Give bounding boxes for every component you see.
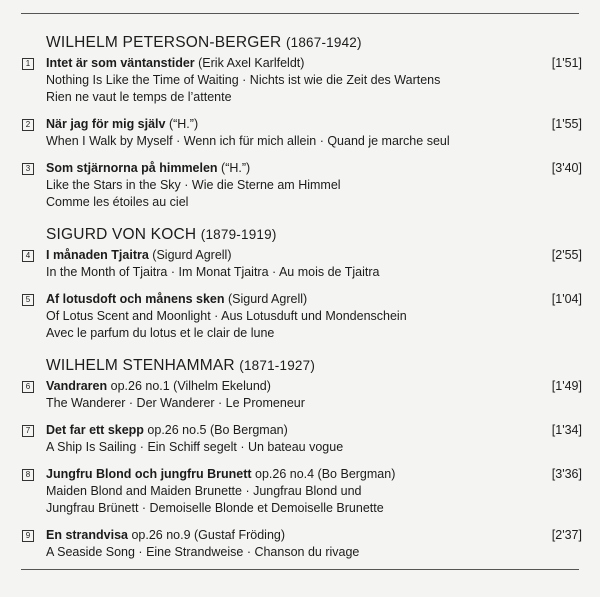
track-item	[22, 422, 582, 456]
track-title: När jag för mig själv	[46, 117, 166, 131]
track-duration: [3'40]	[551, 161, 582, 175]
track-translation: A Seaside Song · Eine Strandweise · Chanson du rivage	[46, 545, 360, 559]
tracklist	[22, 33, 582, 575]
composer-section	[22, 33, 582, 211]
track-poet: (“H.”)	[217, 161, 251, 175]
track-title: Af lotusdoft och månens sken	[46, 292, 225, 306]
track-item	[22, 291, 582, 342]
track-number: 8	[22, 469, 34, 481]
track-poet: (Sigurd Agrell)	[224, 292, 308, 306]
track-duration: [1'51]	[551, 56, 582, 70]
track-duration: [2'55]	[551, 248, 582, 262]
track-translation: The Wanderer · Der Wanderer · Le Promeneur	[46, 396, 305, 410]
track-title: Intet är som väntanstider	[46, 56, 195, 70]
track-item	[22, 527, 582, 561]
track-translation: Maiden Blond and Maiden Brunette · Jungfrau Blond und	[46, 484, 362, 498]
track-number: 3	[22, 163, 34, 175]
composer-section	[22, 356, 582, 561]
bottom-rule	[21, 569, 579, 570]
track-duration: [3'36]	[551, 467, 582, 481]
track-number: 7	[22, 425, 34, 437]
composer-name: WILHELM STENHAMMAR	[46, 357, 235, 374]
track-title: Jungfru Blond och jungfru Brunett	[46, 467, 252, 481]
track-translation: In the Month of Tjaitra · Im Monat Tjaitra · Au mois de Tjaitra	[46, 265, 380, 279]
track-title: En strandvisa	[46, 528, 128, 542]
track-translation: Nothing Is Like the Time of Waiting · Nichts ist wie die Zeit des Wartens	[46, 73, 441, 87]
track-title: Som stjärnorna på himmelen	[46, 161, 218, 175]
composer-heading	[46, 33, 582, 53]
track-number: 1	[22, 58, 34, 70]
composer-heading	[46, 356, 582, 376]
track-number: 2	[22, 119, 34, 131]
composer-name: SIGURD VON KOCH	[46, 226, 197, 243]
composer-dates: (1871-1927)	[239, 358, 316, 373]
track-duration: [1'49]	[551, 379, 582, 393]
track-translation: Jungfrau Brünett · Demoiselle Blonde et Demoiselle Brunette	[46, 501, 384, 515]
track-number: 4	[22, 250, 34, 262]
track-poet: (Sigurd Agrell)	[148, 248, 232, 262]
track-poet: (Erik Axel Karlfeldt)	[194, 56, 305, 70]
track-translation: Of Lotus Scent and Moonlight · Aus Lotusduft und Mondenschein	[46, 309, 407, 323]
track-item	[22, 160, 582, 211]
track-poet: op.26 no.1 (Vilhelm Ekelund)	[107, 379, 271, 393]
track-item	[22, 466, 582, 517]
composer-dates: (1867-1942)	[285, 35, 362, 50]
composer-section	[22, 225, 582, 342]
track-translation: Avec le parfum du lotus et le clair de lune	[46, 326, 275, 340]
track-poet: op.26 no.5 (Bo Bergman)	[143, 423, 288, 437]
track-duration: [1'04]	[551, 292, 582, 306]
track-translation: Like the Stars in the Sky · Wie die Sterne am Himmel	[46, 178, 341, 192]
track-title: Det far ett skepp	[46, 423, 144, 437]
composer-heading	[46, 225, 582, 245]
track-poet: op.26 no.9 (Gustaf Fröding)	[127, 528, 286, 542]
track-number: 9	[22, 530, 34, 542]
track-item	[22, 55, 582, 106]
track-number: 6	[22, 381, 34, 393]
track-number: 5	[22, 294, 34, 306]
track-item	[22, 116, 582, 150]
composer-dates: (1879-1919)	[200, 227, 277, 242]
track-poet: op.26 no.4 (Bo Bergman)	[251, 467, 396, 481]
track-item	[22, 247, 582, 281]
composer-name: WILHELM PETERSON-BERGER	[46, 34, 282, 51]
track-duration: [1'55]	[551, 117, 582, 131]
track-duration: [2'37]	[551, 528, 582, 542]
track-translation: Rien ne vaut le temps de l’attente	[46, 90, 232, 104]
track-translation: A Ship Is Sailing · Ein Schiff segelt · Un bateau vogue	[46, 440, 344, 454]
track-duration: [1'34]	[551, 423, 582, 437]
top-rule	[21, 13, 579, 14]
track-item	[22, 378, 582, 412]
track-title: I månaden Tjaitra	[46, 248, 149, 262]
track-poet: (“H.”)	[165, 117, 199, 131]
track-title: Vandraren	[46, 379, 108, 393]
track-translation: When I Walk by Myself · Wenn ich für mich allein · Quand je marche seul	[46, 134, 450, 148]
track-translation: Comme les étoiles au ciel	[46, 195, 189, 209]
